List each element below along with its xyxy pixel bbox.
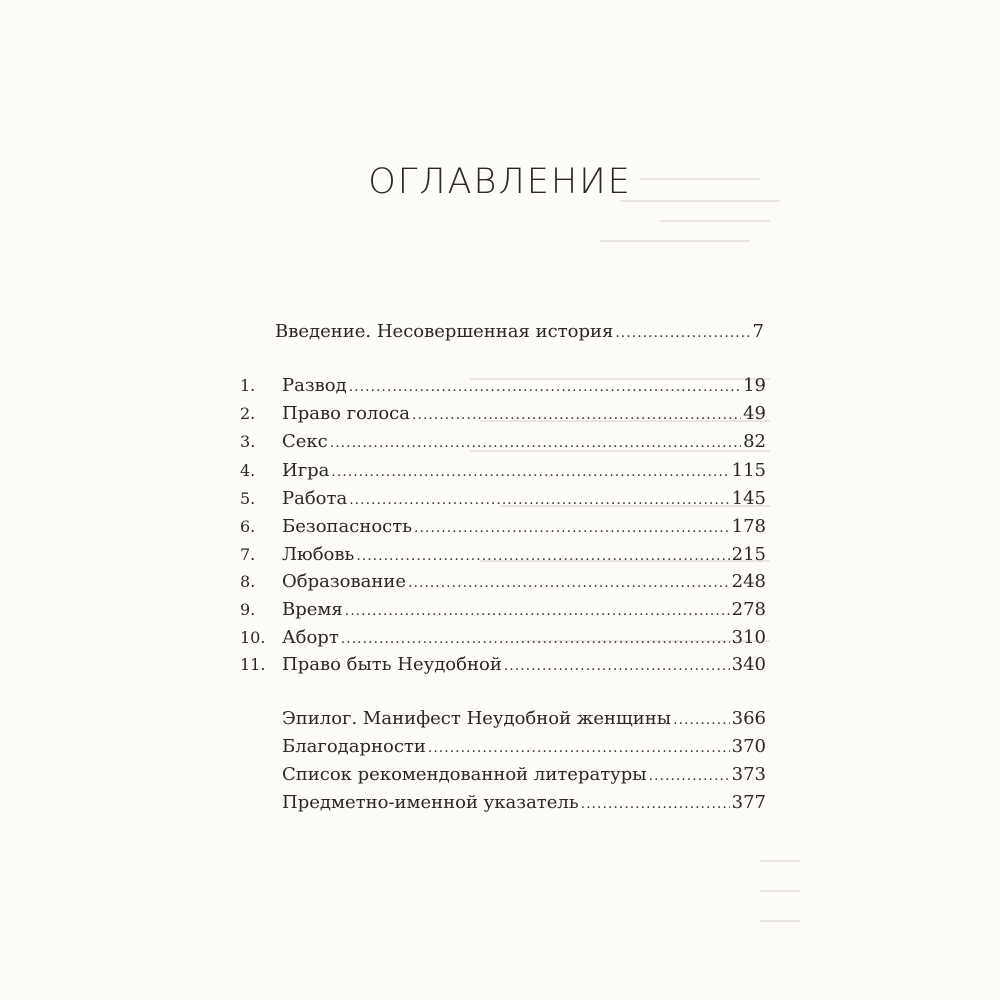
- toc-entry-page: 310: [731, 627, 766, 648]
- toc-entry-label: Благодарности: [282, 736, 426, 757]
- toc-entry-chapter[interactable]: [240, 485, 766, 513]
- dot-leader: [673, 706, 730, 734]
- toc-entry-label: Время: [282, 599, 343, 620]
- dot-leader: [581, 790, 730, 818]
- toc-entry-page: 7: [752, 321, 764, 342]
- toc-entry-page: 82: [743, 431, 766, 452]
- toc-entry-back-matter[interactable]: [282, 789, 766, 817]
- dot-leader: [345, 597, 730, 625]
- dot-leader: [341, 625, 730, 653]
- toc-entry-page: 340: [731, 654, 766, 675]
- toc-entry-label: Список рекомендованной литературы: [282, 764, 647, 785]
- toc-entry-back-matter[interactable]: [282, 733, 766, 761]
- chapter-number: 8.: [240, 572, 256, 591]
- toc-entry-label: Образование: [282, 571, 407, 592]
- dot-leader: [408, 569, 730, 597]
- chapter-number: 4.: [240, 461, 256, 480]
- toc-entry-back-matter[interactable]: [282, 705, 766, 733]
- chapter-number: 2.: [240, 404, 256, 423]
- toc-entry-label: Право быть Неудобной: [282, 654, 502, 675]
- toc-entry-chapter[interactable]: [240, 624, 766, 652]
- toc-entry-label: Развод: [282, 375, 347, 396]
- chapter-number: 11.: [240, 655, 266, 674]
- toc-entry-chapter[interactable]: [240, 596, 766, 624]
- dot-leader: [356, 542, 729, 570]
- toc-entry-label: Введение. Несовершенная история: [275, 321, 614, 342]
- toc-entry-page: 248: [731, 571, 766, 592]
- toc-entry-page: 377: [731, 792, 766, 813]
- toc-entry-page: 145: [731, 488, 766, 509]
- dot-leader: [504, 652, 730, 680]
- dot-leader: [412, 401, 741, 429]
- toc-entry-chapter[interactable]: [240, 400, 766, 428]
- dot-leader: [615, 319, 750, 347]
- toc-entry-label: Секс: [282, 431, 328, 452]
- toc-entry-chapter[interactable]: [240, 568, 766, 596]
- toc-entry-page: 115: [731, 460, 766, 481]
- dot-leader: [330, 429, 741, 457]
- toc-entry-chapter[interactable]: [240, 428, 766, 456]
- toc-entry-back-matter[interactable]: [282, 761, 766, 789]
- toc-entry-page: 278: [731, 599, 766, 620]
- dot-leader: [649, 762, 730, 790]
- dot-leader: [414, 514, 730, 542]
- toc-entry-label: Игра: [282, 460, 330, 481]
- toc-entry-label: Предметно-именной указатель: [282, 792, 579, 813]
- toc-entry-page: 370: [731, 736, 766, 757]
- toc-entry-page: 373: [731, 764, 766, 785]
- chapter-number: 7.: [240, 545, 256, 564]
- toc-entry-page: 366: [731, 708, 766, 729]
- toc-entry-chapter[interactable]: [240, 541, 766, 569]
- chapter-number: 3.: [240, 432, 256, 451]
- toc-entry-chapter[interactable]: [240, 651, 766, 679]
- toc-entry-intro[interactable]: [275, 318, 764, 346]
- toc-entry-chapter[interactable]: [240, 513, 766, 541]
- toc-entry-label: Безопасность: [282, 516, 413, 537]
- chapter-number: 9.: [240, 600, 256, 619]
- toc-entry-page: 178: [731, 516, 766, 537]
- toc-entry-label: Любовь: [282, 544, 355, 565]
- toc-entry-page: 215: [731, 544, 766, 565]
- toc-entry-label: Аборт: [282, 627, 339, 648]
- toc-entry-chapter[interactable]: [240, 457, 766, 485]
- dot-leader: [428, 734, 730, 762]
- page-title: ОГЛАВЛЕНИЕ: [368, 162, 632, 202]
- chapter-number: 10.: [240, 628, 266, 647]
- dot-leader: [331, 458, 729, 486]
- toc-entry-chapter[interactable]: [240, 372, 766, 400]
- chapter-number: 1.: [240, 376, 256, 395]
- toc-entry-page: 19: [743, 375, 766, 396]
- dot-leader: [349, 373, 741, 401]
- toc-entry-label: Эпилог. Манифест Неудобной женщины: [282, 708, 672, 729]
- toc-entry-label: Право голоса: [282, 403, 410, 424]
- toc-entry-page: 49: [743, 403, 766, 424]
- chapter-number: 5.: [240, 489, 256, 508]
- dot-leader: [349, 486, 729, 514]
- toc-entry-label: Работа: [282, 488, 348, 509]
- chapter-number: 6.: [240, 517, 256, 536]
